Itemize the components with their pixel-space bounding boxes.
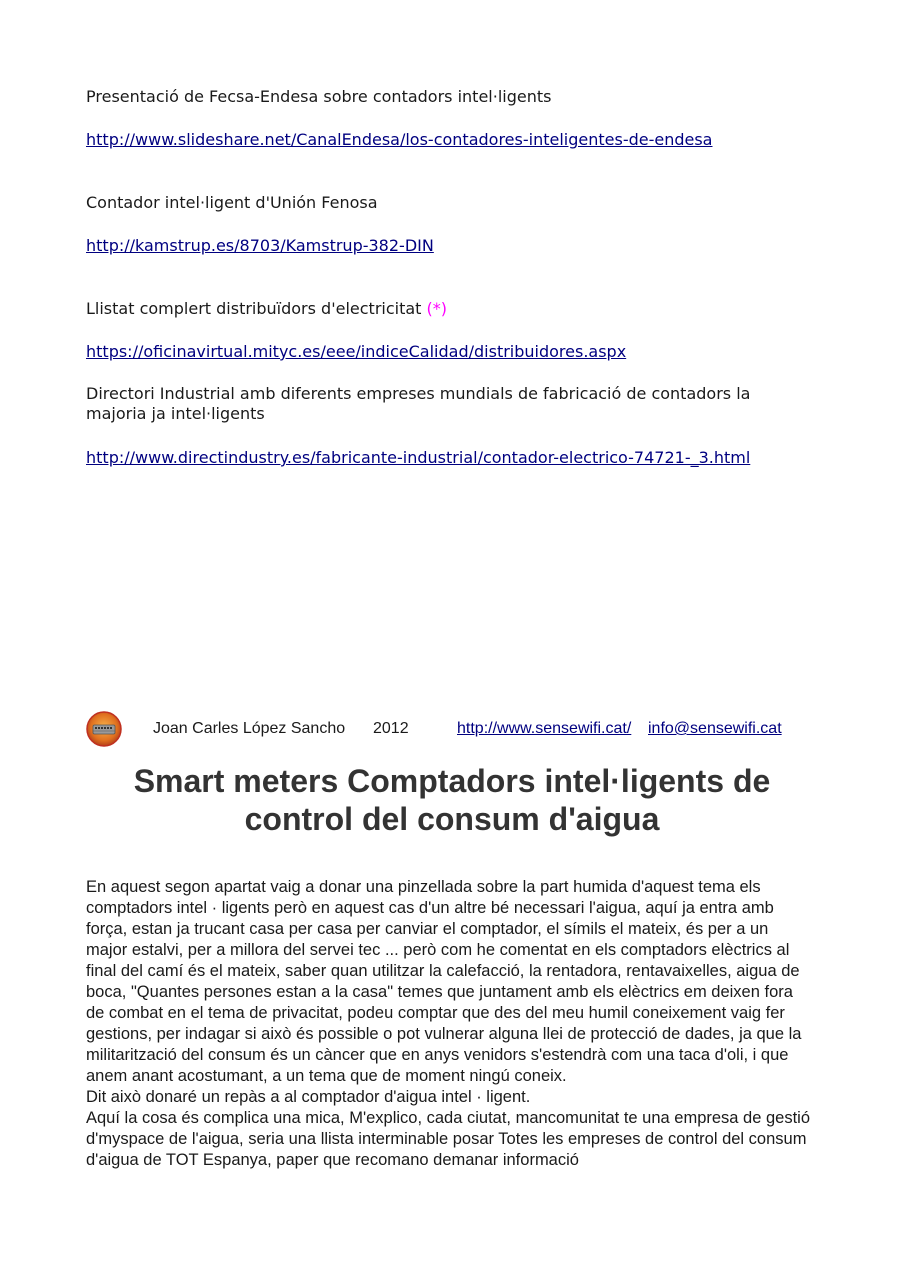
email-link[interactable]: info@sensewifi.cat <box>648 720 782 737</box>
publication-year: 2012 <box>373 720 409 737</box>
kamstrup-link[interactable]: http://kamstrup.es/8703/Kamstrup-382-DIN <box>86 236 434 255</box>
no-wifi-logo-icon <box>86 711 122 747</box>
author-name: Joan Carles López Sancho <box>153 720 346 737</box>
article-paragraph-3: Aquí la cosa és complica una mica, M'explico, cada ciutat, mancomunitat te una empresa de gestió d'myspace de l'aigua, seria una llista interminable posar Totes les empreses de control del consum d'aigua de TOT Espanya, paper que recomano demanar informació <box>86 1109 811 1169</box>
directory-label: Directori Industrial amb diferents empreses mundials de fabricació de contadors la majoria ja intel·ligents <box>86 384 751 423</box>
article-paragraph-1: En aquest segon apartat vaig a donar una pinzellada sobre la part humida d'aquest tema els comptadors intel · ligents però en aquest cas d'un altre bé necessari l'aigua, aquí ja entra amb força, estan ja trucant casa per casa per canviar el comptador, el símils el mateix, és per a un major estalvi, per a millora del servei tec ... però com he comentat en els comptadors elèctrics al final del camí és el mateix, saber quan utilitzar la calefacció, la rentadora, rentavaixelles, aigua de boca, "Quantes persones estan a la casa" temes que juntament amb els elèctrics em deixen fora de combat en el tema de privacitat, podeu comptar que des del meu humil coneixement vaig fer gestions, per indagar si això és possible o pot vulnerar alguna llei de protecció de dades, ja que la militarització del consum és un càncer que en anys venidors s'estendrà com una taca d'oli, i que anem anant acostumant, a un tema que de moment ningú coneix. <box>86 878 802 1085</box>
author-footer <box>86 711 826 747</box>
article-body <box>86 877 814 1171</box>
article-title: Smart meters Comptadors intel·ligents de control del consum d'aigua <box>133 763 771 837</box>
distributors-label-text: Llistat complert distribuïdors d'electricitat <box>86 299 422 318</box>
fecsa-endesa-label: Presentació de Fecsa-Endesa sobre contadors intel·ligents <box>86 87 552 106</box>
article-paragraph-2: Dit això donaré un repàs a al comptador d'aigua intel · ligent. <box>86 1088 531 1106</box>
distributors-label <box>86 299 447 319</box>
website-link[interactable]: http://www.sensewifi.cat/ <box>457 720 632 737</box>
mityc-link[interactable]: https://oficinavirtual.mityc.es/eee/indiceCalidad/distribuidores.aspx <box>86 342 627 361</box>
directindustry-link[interactable]: http://www.directindustry.es/fabricante-industrial/contador-electrico-74721-_3.html <box>86 448 751 467</box>
union-fenosa-label: Contador intel·ligent d'Unión Fenosa <box>86 193 378 212</box>
asterisk-note: (*) <box>426 299 448 318</box>
slideshare-link[interactable]: http://www.slideshare.net/CanalEndesa/los-contadores-inteligentes-de-endesa <box>86 130 713 149</box>
